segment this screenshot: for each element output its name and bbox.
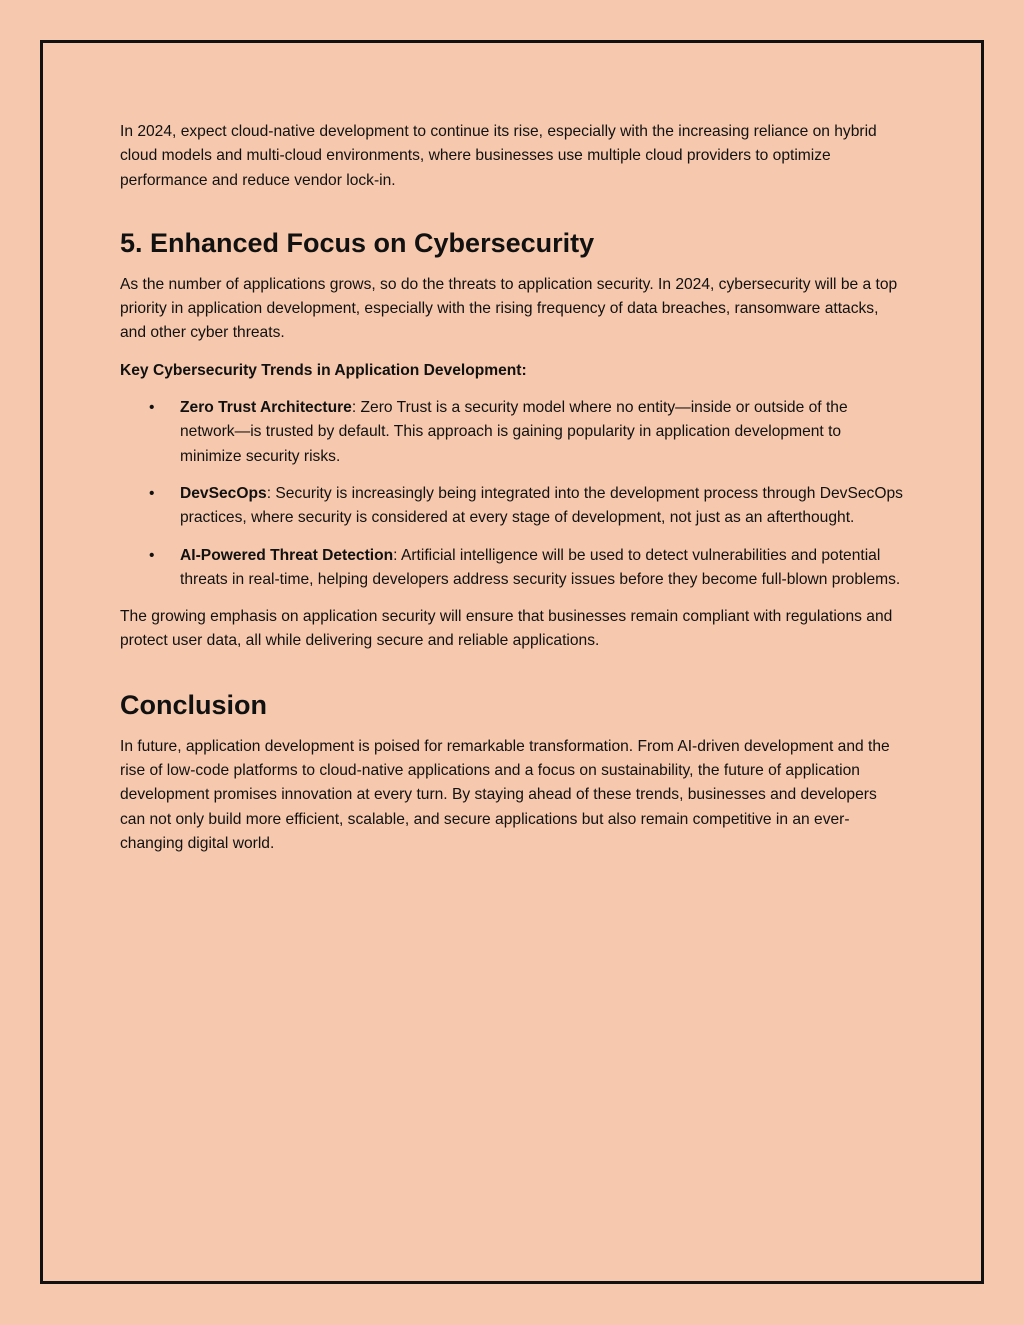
section-heading-conclusion: Conclusion (120, 689, 267, 720)
conclusion-paragraph: In future, application development is poised for remarkable transformation. From AI-driven development and the rise of low-code platforms to cloud-native applications and a focus on sustainability, the future of application development promises innovation at every turn. By staying ahead of these trends, businesses and developers can not only build more efficient, scalable, and secure applications but also remain competitive in an ever-changing digital world. (120, 737, 890, 852)
bullet-icon: • (149, 484, 155, 502)
cybersecurity-closing-paragraph: The growing emphasis on application security will ensure that businesses remain compliant with regulations and protect user data, all while delivering secure and reliable applications. (120, 608, 893, 650)
list-item-term: AI-Powered Threat Detection (180, 546, 394, 564)
list-item-term: DevSecOps (180, 484, 267, 502)
list-item (120, 544, 904, 593)
intro-paragraph: In 2024, expect cloud-native development to continue its rise, especially with the increasing reliance on hybrid cloud models and multi-cloud environments, where businesses use multiple cloud providers to optimize performance and reduce vendor lock-in. (120, 123, 877, 189)
bullet-icon: • (149, 546, 155, 564)
section-heading-cybersecurity: 5. Enhanced Focus on Cybersecurity (120, 227, 595, 258)
list-item (120, 396, 904, 469)
list-item (120, 482, 904, 531)
document-body (120, 120, 904, 856)
list-item-term: Zero Trust Architecture (180, 399, 352, 417)
trends-subheading: Key Cybersecurity Trends in Application Development: (120, 361, 527, 379)
bullet-icon: • (149, 399, 155, 417)
cybersecurity-paragraph: As the number of applications grows, so do the threats to application security. In 2024, cybersecurity will be a top priority in application development, especially with the rising frequency of data breaches, ransomware attacks, and other cyber threats. (120, 275, 898, 342)
list-item-text: : Zero Trust is a security model where no entity—inside or outside of the network—is trusted by default. This approach is gaining popularity in application development to minimize security risks. (180, 399, 848, 465)
trends-list (120, 396, 904, 592)
list-item-text: : Artificial intelligence will be used to detect vulnerabilities and potential threats in real-time, helping developers address security issues before they become full-blown problems. (180, 546, 901, 588)
list-item-text: : Security is increasingly being integrated into the development process through DevSecOps practices, where security is considered at every stage of development, not just as an afterthought. (180, 484, 903, 527)
